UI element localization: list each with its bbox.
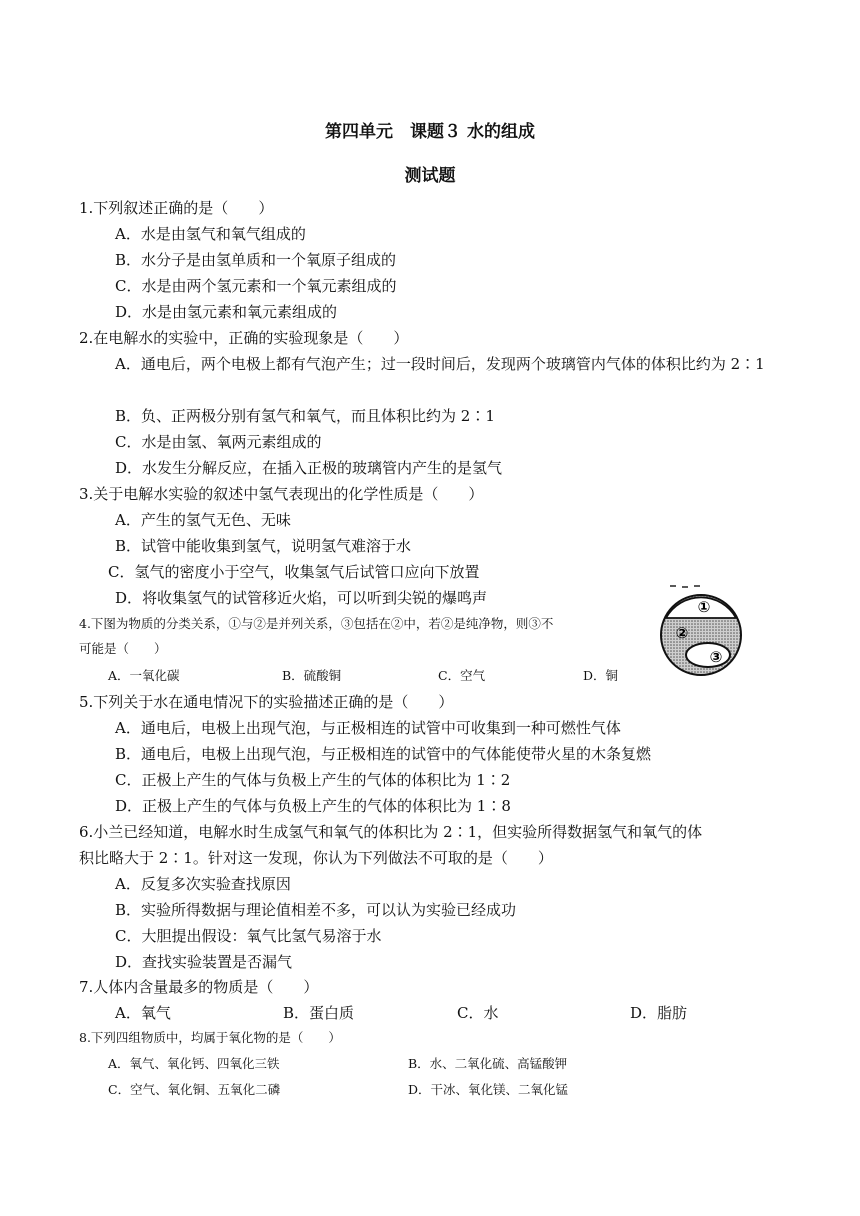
classification-diagram [658, 584, 744, 680]
label-2: ② [675, 624, 689, 642]
question-4-stem-line2: 可能是（ ） [79, 641, 167, 656]
question-6-stem-line2: 积比略大于 2∶1。针对这一发现，你认为下列做法不可取的是（ ） [79, 849, 553, 867]
question-7-option-c[interactable]: C．水 [457, 1004, 499, 1022]
question-4-option-c[interactable]: C．空气 [438, 668, 486, 683]
question-5-stem: 5.下列关于水在通电情况下的实验描述正确的是（ ） [79, 693, 454, 711]
question-2-option-c[interactable]: C．水是由氢、氧两元素组成的 [115, 433, 322, 451]
label-1: ① [697, 598, 711, 616]
question-5-option-c[interactable]: C．正极上产生的气体与负极上产生的气体的体积比为 1∶2 [115, 771, 511, 789]
question-3-option-d[interactable]: D．将收集氢气的试管移近火焰，可以听到尖锐的爆鸣声 [115, 589, 488, 607]
question-4-stem-line1: 4.下图为物质的分类关系，①与②是并列关系，③包括在②中，若②是纯净物，则③不 [79, 616, 554, 631]
question-7-stem: 7.人体内含量最多的物质是（ ） [79, 978, 319, 996]
figure-top-ticks [670, 586, 700, 587]
label-3: ③ [709, 648, 723, 666]
question-6-option-c[interactable]: C．大胆提出假设：氧气比氢气易溶于水 [115, 927, 382, 945]
question-5-option-b[interactable]: B．通电后，电极上出现气泡，与正极相连的试管中的气体能使带火星的木条复燃 [115, 745, 652, 763]
question-6-option-a[interactable]: A．反复多次实验查找原因 [115, 875, 291, 893]
question-1-option-d[interactable]: D．水是由氢元素和氧元素组成的 [115, 303, 338, 321]
question-3-option-c[interactable]: C．氢气的密度小于空气，收集氢气后试管口应向下放置 [108, 563, 480, 581]
question-1-option-c[interactable]: C．水是由两个氢元素和一个氧元素组成的 [115, 277, 397, 295]
question-3-option-a[interactable]: A．产生的氢气无色、无味 [115, 511, 291, 529]
question-7-option-d[interactable]: D．脂肪 [630, 1004, 688, 1022]
question-6-stem-line1: 6.小兰已经知道，电解水时生成氢气和氧气的体积比为 2∶1，但实验所得数据氢气和氧气的体 [79, 823, 703, 841]
question-8-option-a[interactable]: A．氧气、氧化钙、四氧化三铁 [108, 1056, 280, 1071]
question-4-option-b[interactable]: B．硫酸铜 [282, 668, 342, 683]
question-8-option-b[interactable]: B．水、二氧化硫、高锰酸钾 [408, 1056, 568, 1071]
page-title: 第四单元 课题３ 水的组成 [325, 122, 535, 142]
page-subtitle: 测试题 [404, 166, 456, 186]
question-6-option-d[interactable]: D．查找实验装置是否漏气 [115, 953, 293, 971]
question-3-option-b[interactable]: B．试管中能收集到氢气，说明氢气难溶于水 [115, 537, 412, 555]
question-8-option-d[interactable]: D．干冰、氧化镁、二氧化锰 [408, 1082, 569, 1097]
question-2-option-d[interactable]: D．水发生分解反应，在插入正极的玻璃管内产生的是氢气 [115, 459, 503, 477]
question-4-option-d[interactable]: D．铜 [583, 668, 619, 683]
question-8-stem: 8.下列四组物质中，均属于氧化物的是（ ） [79, 1030, 341, 1045]
question-5-option-d[interactable]: D．正极上产生的气体与负极上产生的气体的体积比为 1∶8 [115, 797, 511, 815]
question-1-option-a[interactable]: A．水是由氢气和氧气组成的 [115, 225, 306, 243]
question-4-option-a[interactable]: A．一氧化碳 [108, 668, 180, 683]
question-5-option-a[interactable]: A．通电后，电极上出现气泡，与正极相连的试管中可收集到一种可燃性气体 [115, 719, 621, 737]
question-7-option-b[interactable]: B．蛋白质 [283, 1004, 355, 1022]
question-8-option-c[interactable]: C．空气、氧化铜、五氧化二磷 [108, 1082, 281, 1097]
question-3-stem: 3.关于电解水实验的叙述中氢气表现出的化学性质是（ ） [79, 485, 484, 503]
question-6-option-b[interactable]: B．实验所得数据与理论值相差不多，可以认为实验已经成功 [115, 901, 517, 919]
question-1-stem: 1.下列叙述正确的是（ ） [79, 199, 274, 217]
question-1-option-b[interactable]: B．水分子是由氢单质和一个氧原子组成的 [115, 251, 397, 269]
question-7-option-a[interactable]: A．氧气 [115, 1004, 171, 1022]
question-2-option-a[interactable]: A．通电后，两个电极上都有气泡产生；过一段时间后，发现两个玻璃管内气体的体积比约为 2∶1 [115, 355, 765, 373]
question-2-stem: 2.在电解水的实验中，正确的实验现象是（ ） [79, 329, 409, 347]
question-2-option-b[interactable]: B．负、正两极分别有氢气和氧气，而且体积比约为 2∶1 [115, 407, 495, 425]
inner-ellipse [686, 643, 730, 667]
